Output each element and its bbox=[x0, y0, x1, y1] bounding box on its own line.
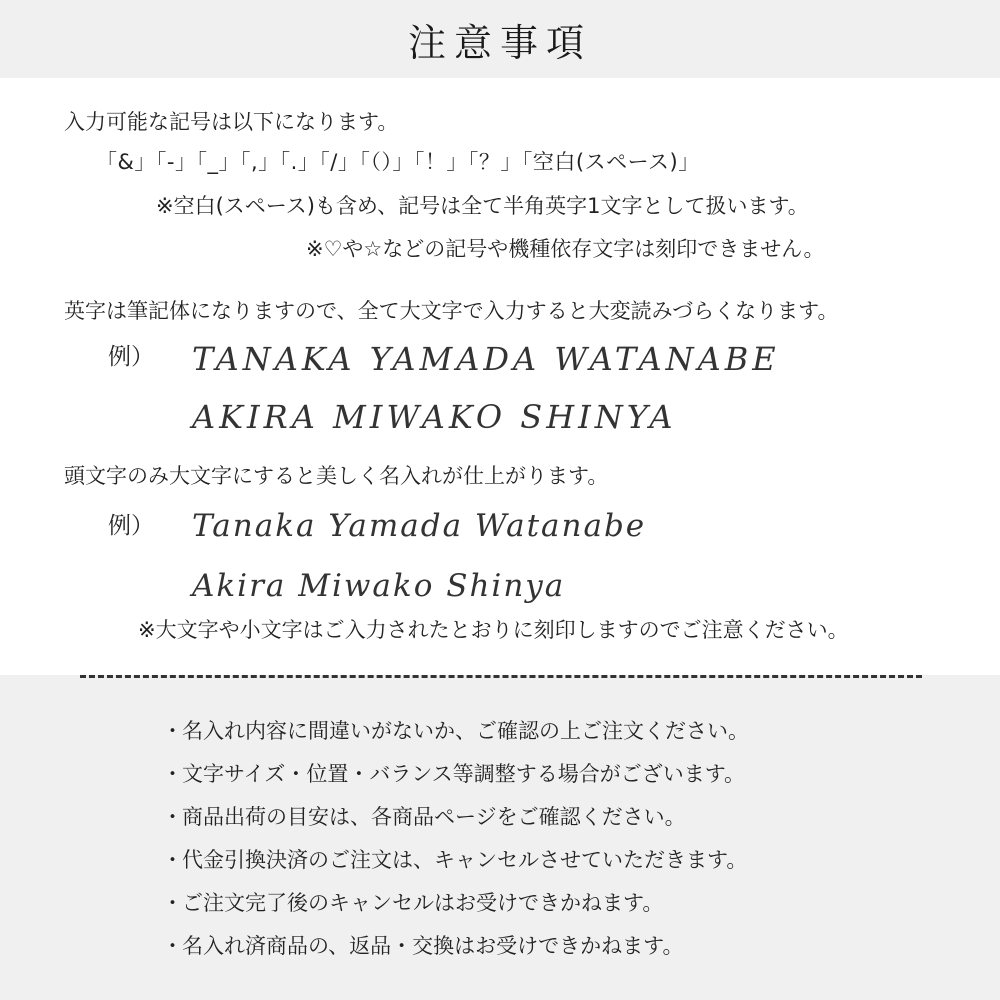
uppercase-warning: 英字は筆記体になりますので、全て大文字で入力すると大変読みづらくなります。 bbox=[64, 299, 839, 323]
notices-section bbox=[0, 675, 1000, 1000]
notice-text: 代金引換決済のご注文は、キャンセルさせていただきます。 bbox=[182, 848, 748, 872]
notice-text: 名入れ内容に間違いがないか、ご確認の上ご注文ください。 bbox=[182, 719, 749, 743]
bullet-icon: ・ bbox=[162, 848, 183, 872]
capitalized-example-row-2: Akira Miwako Shinya bbox=[192, 568, 566, 604]
list-item bbox=[162, 803, 749, 846]
uppercase-example-row-1: TANAKA YAMADA WATANABE bbox=[192, 340, 780, 378]
list-item bbox=[162, 760, 749, 803]
list-item bbox=[162, 932, 749, 975]
capitalized-example-row-1: Tanaka Yamada Watanabe bbox=[192, 508, 647, 544]
notice-text: 名入れ済商品の、返品・交換はお受けできかねます。 bbox=[182, 934, 684, 958]
case-sensitivity-note: ※大文字や小文字はご入力されたとおりに刻印しますのでご注意ください。 bbox=[138, 618, 849, 642]
list-item bbox=[162, 846, 749, 889]
uppercase-example-row-2: AKIRA MIWAKO SHINYA bbox=[192, 398, 677, 436]
bullet-icon: ・ bbox=[162, 719, 183, 743]
symbols-note-halfwidth: ※空白(スペース)も含め、記号は全て半角英字1文字として扱います。 bbox=[156, 194, 809, 218]
notice-text: 文字サイズ・位置・バランス等調整する場合がございます。 bbox=[182, 762, 746, 786]
list-item bbox=[162, 889, 749, 932]
list-item bbox=[162, 717, 749, 760]
symbols-note-unsupported: ※♡や☆などの記号や機種依存文字は刻印できません。 bbox=[306, 237, 825, 261]
notices-list bbox=[162, 717, 749, 975]
bullet-icon: ・ bbox=[162, 762, 183, 786]
example-label-uppercase: 例） bbox=[108, 344, 154, 370]
symbols-intro: 入力可能な記号は以下になります。 bbox=[64, 110, 399, 134]
example-label-capitalized: 例） bbox=[108, 513, 154, 539]
bullet-icon: ・ bbox=[162, 805, 183, 829]
bullet-icon: ・ bbox=[162, 934, 183, 958]
bullet-icon: ・ bbox=[162, 891, 183, 915]
symbols-list: 「&」「-」「_」「,」「.」「/」「（）」「！」「？」「空白(スペース)」 bbox=[96, 150, 700, 174]
notice-text: 商品出荷の目安は、各商品ページをご確認ください。 bbox=[182, 805, 686, 829]
dashed-divider bbox=[80, 675, 922, 678]
page-title: 注意事項 bbox=[407, 20, 592, 65]
notice-text: ご注文完了後のキャンセルはお受けできかねます。 bbox=[182, 891, 664, 915]
capitalized-recommendation: 頭文字のみ大文字にすると美しく名入れが仕上がります。 bbox=[64, 464, 609, 488]
header-bar bbox=[0, 0, 1000, 78]
